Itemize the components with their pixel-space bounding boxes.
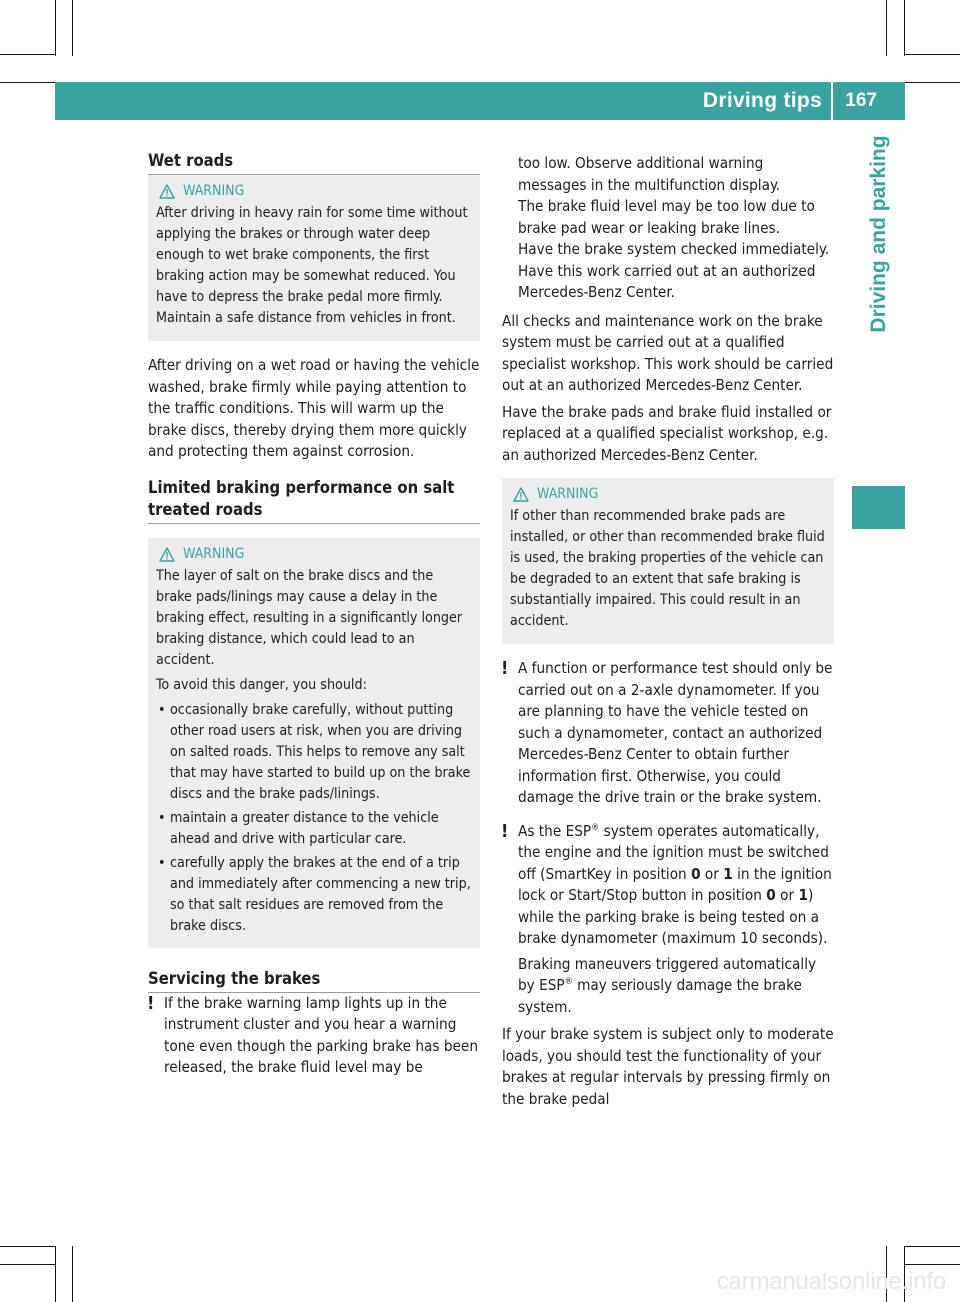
chapter-label: Driving and parking [866, 135, 890, 333]
crop-mark [0, 1246, 56, 1247]
list-item: • occasionally brake carefully, without putting other road users at risk, when you are driving on salted roads. This helps to remove any salt that may have started to build up on the brake discs and the brake pads/linings. [156, 700, 472, 805]
heading-servicing: Servicing the brakes [148, 968, 480, 993]
note-block [502, 658, 834, 809]
page-header [55, 82, 905, 120]
warning-box [502, 478, 834, 644]
warning-label: WARNING [183, 183, 245, 199]
crop-mark [904, 0, 905, 56]
note-text: If the brake warning lamp lights up in the instrument cluster and you hear a warning tone even though the parking brake has been released, the brake fluid level may be [164, 993, 478, 1076]
crop-mark [0, 54, 56, 55]
note-text: A function or performance test should only be carried out on a 2-axle dynamometer. If you are planning to have the vehicle tested on such a dynamometer, contact an authorized Mercedes-Benz Center to obtain further information first. Otherwise, you could damage the drive train or the brake system. [518, 659, 833, 806]
warning-header [159, 544, 472, 565]
crop-mark [55, 1246, 56, 1302]
note-block [148, 993, 480, 1079]
crop-mark [904, 1246, 960, 1247]
warning-triangle-icon [159, 184, 175, 199]
header-divider [831, 54, 833, 120]
crop-mark [904, 54, 960, 55]
section-title: Driving tips [702, 89, 822, 112]
crop-mark [904, 1264, 960, 1265]
warning-text: After driving in heavy rain for some time without applying the brakes or through water deep enough to wet brake components, the first braking action may be somewhat reduced. You have to depress the brake pedal more firmly. Maintain a safe distance from vehicles in front. [156, 205, 468, 326]
warning-header [159, 181, 472, 202]
paragraph: All checks and maintenance work on the brake system must be carried out at a qualified specialist workshop. This work should be carried out at an authorized Mercedes-Benz Center. [502, 311, 834, 394]
chapter-side-tab [852, 120, 905, 348]
crop-mark [72, 0, 73, 56]
crop-mark [886, 0, 887, 56]
heading-salt-roads: Limited braking performance on salt treated roads [148, 477, 480, 524]
chapter-marker [852, 486, 905, 529]
warning-list [156, 700, 472, 937]
note-continuation: The brake fluid level may be too low due to brake pad wear or leaking brake lines. [518, 197, 815, 237]
warning-header [513, 484, 826, 505]
exclamation-icon: ! [147, 992, 155, 1014]
list-item: • maintain a greater distance to the vehicle ahead and drive with particular care. [156, 808, 472, 850]
warning-box [148, 175, 480, 341]
warning-label: WARNING [183, 545, 245, 562]
warning-text: If other than recommended brake pads are installed, or other than recommended brake fluid is used, the braking properties of the vehicle can be degraded to an extent that safe braking is substantially impaired. This could result in an accident. [510, 508, 825, 629]
warning-text: To avoid this danger, you should: [156, 676, 367, 693]
paragraph: Have the brake pads and brake fluid installed or replaced at a qualified specialist workshop, e.g. an authorized Mercedes-Benz Center. [502, 402, 832, 464]
crop-mark [72, 1246, 73, 1302]
paragraph: After driving on a wet road or having the vehicle washed, brake firmly while paying attention to the traffic conditions. This will warm up the brake discs, thereby drying them more quickly and protecting them against corrosion. [148, 356, 480, 460]
warning-box [148, 538, 480, 948]
warning-triangle-icon [159, 547, 175, 562]
crop-mark [0, 82, 56, 83]
list-item: • carefully apply the brakes at the end of a trip and immediately after commencing a new trip, so that salt residues are removed from the brake discs. [156, 853, 472, 937]
left-column [148, 150, 480, 1091]
note-continuation: Have the brake system checked immediately. Have this work carried out at an authorized Mercedes-Benz Center. [518, 240, 830, 301]
warning-text: The layer of salt on the brake discs and the brake pads/linings may cause a delay in the braking effect, resulting in a significantly longer braking distance, which could lead to an accident. [156, 567, 463, 668]
warning-triangle-icon [513, 487, 529, 502]
watermark: carmanualsonline.info [716, 1268, 946, 1295]
crop-mark [904, 82, 960, 83]
page-number: 167 [845, 90, 877, 111]
exclamation-icon: ! [501, 820, 509, 842]
crop-mark [0, 1264, 56, 1265]
crop-mark [55, 0, 56, 56]
note-text: As the ESP® system operates automatically, the engine and the ignition must be switched off (SmartKey in position 0 or 1 in the ignition lock or Start/Stop button in position 0 or 1) while the parking brake is being tested on a brake dynamometer (maximum 10 seconds). [518, 821, 832, 947]
exclamation-icon: ! [501, 658, 509, 679]
note-text: Braking maneuvers triggered automatically by ESP® may seriously damage the brake system. [518, 954, 817, 1016]
note-block [502, 821, 834, 1019]
note-continuation: too low. Observe additional warning messages in the multifunction display. [518, 154, 781, 194]
heading-wet-roads: Wet roads [148, 150, 480, 175]
warning-label: WARNING [537, 486, 599, 502]
paragraph: If your brake system is subject only to moderate loads, you should test the functionality of your brakes at regular intervals by pressing firmly on the brake pedal [502, 1025, 834, 1108]
right-column [502, 153, 834, 1110]
